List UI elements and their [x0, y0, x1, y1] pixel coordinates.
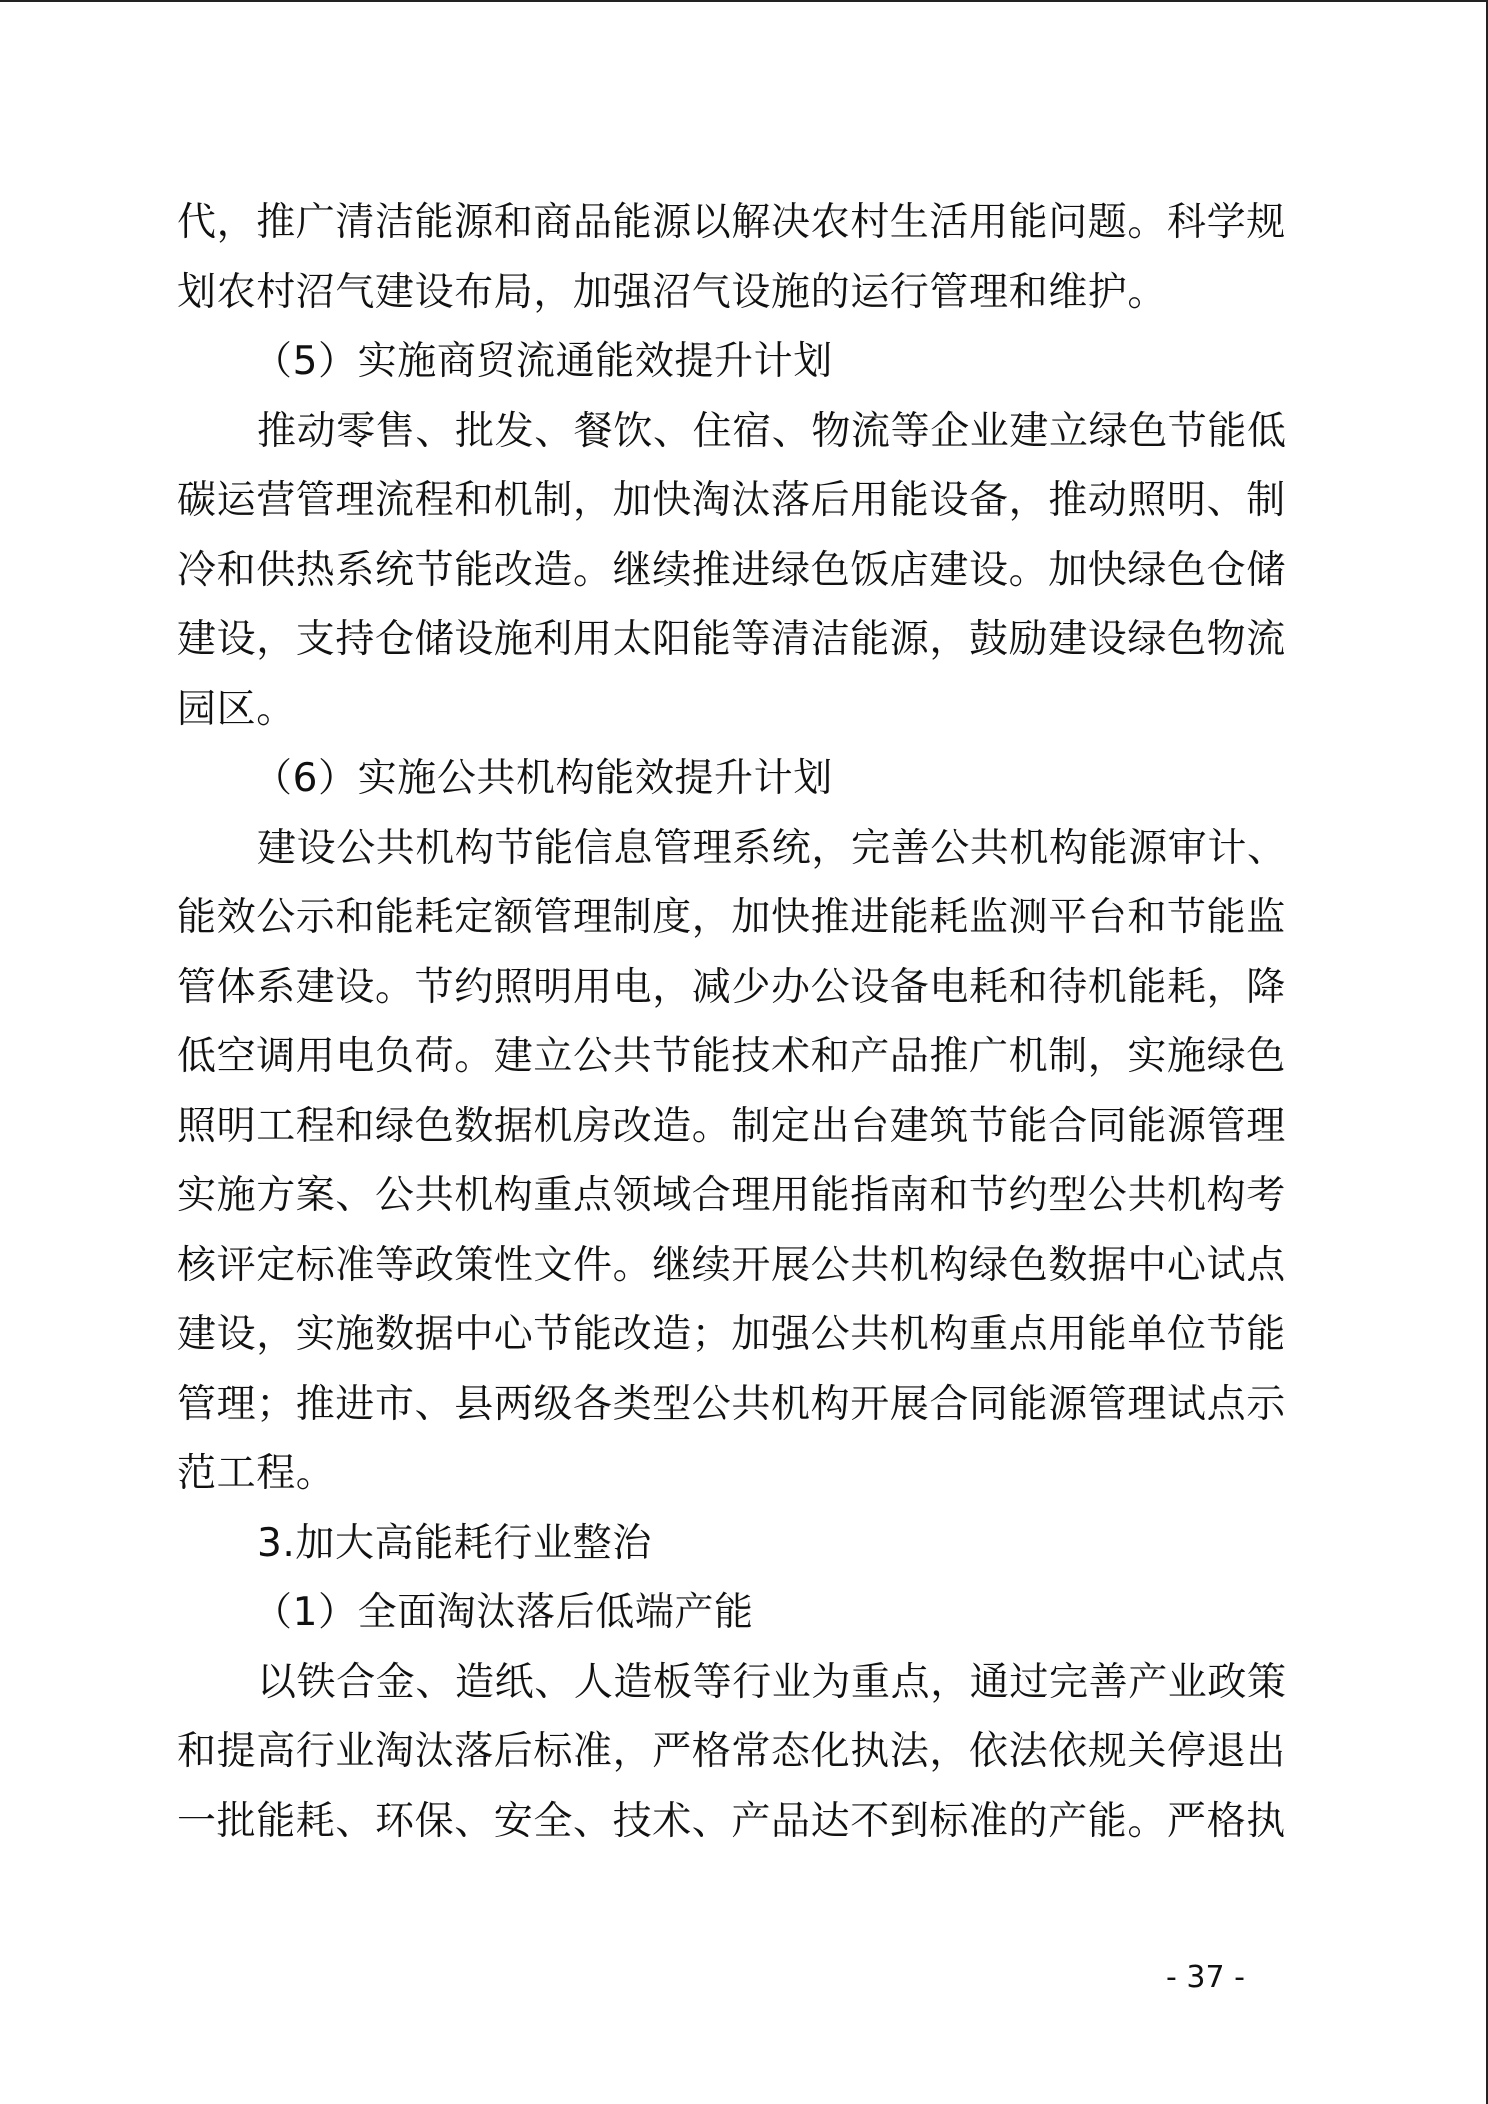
subsection-heading: （1）全面淘汰落后低端产能 [253, 1590, 754, 1635]
text-line: 能效公示和能耗定额管理制度，加快推进能耗监测平台和节能监 [177, 895, 1286, 940]
paragraph-start: 推动零售、批发、餐饮、住宿、物流等企业建立绿色节能低 [257, 408, 1287, 454]
text-line: 园区。 [177, 686, 296, 732]
text-line: 和提高行业淘汰落后标准，严格常态化执法，依法依规关停退出 [177, 1729, 1286, 1774]
section-heading: （6）实施公共机构能效提升计划 [253, 756, 833, 801]
text-line: 管理；推进市、县两级各类型公共机构开展合同能源管理试点示 [177, 1381, 1286, 1427]
section-heading: （5）实施商贸流通能效提升计划 [253, 339, 833, 384]
text-line: 冷和供热系统节能改造。继续推进绿色饭店建设。加快绿色仓储 [177, 547, 1286, 593]
text-line: 建设，实施数据中心节能改造；加强公共机构重点用能单位节能 [177, 1312, 1286, 1357]
text-line: 核评定标准等政策性文件。继续开展公共机构绿色数据中心试点 [177, 1242, 1286, 1288]
text-line: 碳运营管理流程和机制，加快淘汰落后用能设备，推动照明、制 [177, 478, 1286, 523]
text-line: 实施方案、公共机构重点领域合理用能指南和节约型公共机构考 [177, 1173, 1286, 1218]
paragraph-start: 以铁合金、造纸、人造板等行业为重点，通过完善产业政策 [257, 1659, 1287, 1705]
text-line: 建设，支持仓储设施利用太阳能等清洁能源，鼓励建设绿色物流 [177, 617, 1286, 662]
text-line: 照明工程和绿色数据机房改造。制定出台建筑节能合同能源管理 [177, 1103, 1286, 1149]
text-line: 一批能耗、环保、安全、技术、产品达不到标准的产能。严格执 [177, 1798, 1286, 1844]
document-body [177, 188, 1312, 1856]
paragraph-start: 建设公共机构节能信息管理系统，完善公共机构能源审计、 [257, 825, 1287, 871]
page-top-border [0, 0, 1488, 2]
text-line: 管体系建设。节约照明用电，减少办公设备电耗和待机能耗，降 [177, 964, 1286, 1010]
section-heading: 3.加大高能耗行业整治 [257, 1520, 652, 1566]
text-line: 划农村沼气建设布局，加强沼气设施的运行管理和维护。 [177, 269, 1168, 315]
text-line: 范工程。 [177, 1451, 336, 1496]
text-line: 低空调用电负荷。建立公共节能技术和产品推广机制，实施绿色 [177, 1034, 1286, 1079]
text-line: 代，推广清洁能源和商品能源以解决农村生活用能问题。科学规 [177, 200, 1286, 245]
page-number: - 37 - [1166, 1960, 1245, 1995]
